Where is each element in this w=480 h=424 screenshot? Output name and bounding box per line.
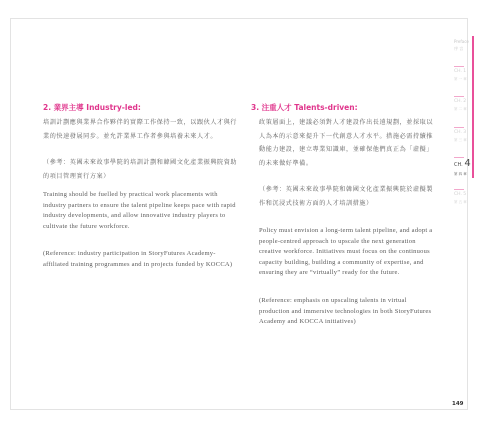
right-zh-body: 政策層面上，建議必須對人才建設作出長遠規劃，並採取以人為本的示意來提升下一代創意人才水平。措施必需持續推動能力建設，建立專業知識庫，並確保他們真正為「虛擬」的未來做好準備。 <box>259 119 434 167</box>
nav-item-ch3-title: CH. 3 <box>454 130 467 135</box>
nav-item-ch4[interactable] <box>454 158 471 177</box>
nav-item-ch4-number: 4 <box>464 158 471 169</box>
nav-preface-label: Preface <box>454 39 469 44</box>
right-zh-reference: （參考：英國未來故事學院和韓國文化產業振興院於虛擬製作和沉浸式技術方面的人才培訓措施） <box>259 186 434 207</box>
section-heading-industry-led: 2. 業界主導 Industry-led: <box>43 103 141 112</box>
nav-item-ch3-sub: 第 三 章 <box>454 138 467 142</box>
nav-item-ch4-sub: 第 四 章 <box>454 172 467 176</box>
nav-item-ch5-sub: 第 五 章 <box>454 200 467 204</box>
nav-item-ch1-title: CH. 1 <box>454 69 467 74</box>
left-en-reference: (Reference: industry participation in StoryFutures Academy-affiliated training programmes and in projects funded by KOCCA) <box>43 250 233 268</box>
nav-divider <box>454 189 464 190</box>
nav-divider <box>454 127 464 128</box>
section-heading-talents-driven: 3. 注重人才 Talents-driven: <box>251 103 358 112</box>
nav-divider <box>454 66 464 67</box>
page-number: 149 <box>452 401 464 407</box>
right-en-body: Policy must envision a long-term talent pipeline, and adopt a people-centred approach to upscale the next generation creative workforce. Initiatives must focus on the continuous capacity building, building a community of expertise, and ensuring they are “virtually” ready for the future. <box>259 227 433 276</box>
nav-item-ch2-sub: 第 二 章 <box>454 107 467 111</box>
nav-preface-sub: 序 言 <box>454 46 464 51</box>
nav-divider <box>454 96 464 97</box>
nav-item-ch1-sub: 第 一 章 <box>454 77 467 81</box>
nav-item-ch2-title: CH. 2 <box>454 99 467 104</box>
left-en-body: Training should be fuelled by practical work placements with industry partners to ensure the talent pipeline keeps pace with rapid industry developments, and allow innovative industry players to cultivate the future workforce. <box>43 191 236 230</box>
left-zh-reference: （參考：英國未來故事學院的培訓計劃和韓國文化產業振興院資助的項目管理實行方案） <box>43 159 238 180</box>
left-zh-body: 培訓計劃應與業界合作夥伴的實際工作保持一致，以跟伙人才與行業的快速發展同步。並允許業界工作者參與培養未來人才。 <box>43 119 238 140</box>
nav-preface[interactable] <box>454 39 469 52</box>
nav-item-ch1[interactable] <box>454 69 467 82</box>
nav-item-ch5-title: CH. 5 <box>454 192 467 197</box>
nav-item-ch3[interactable] <box>454 130 467 143</box>
chapter-accent-bar <box>472 36 474 178</box>
nav-item-ch5[interactable] <box>454 192 467 205</box>
nav-item-ch2[interactable] <box>454 99 467 112</box>
nav-item-ch4-title: CH. <box>454 162 463 168</box>
right-en-reference: (Reference: emphasis on upscaling talents in virtual production and immersive technologies in both StoryFutures Academy and KOCCA initiatives) <box>259 297 432 325</box>
